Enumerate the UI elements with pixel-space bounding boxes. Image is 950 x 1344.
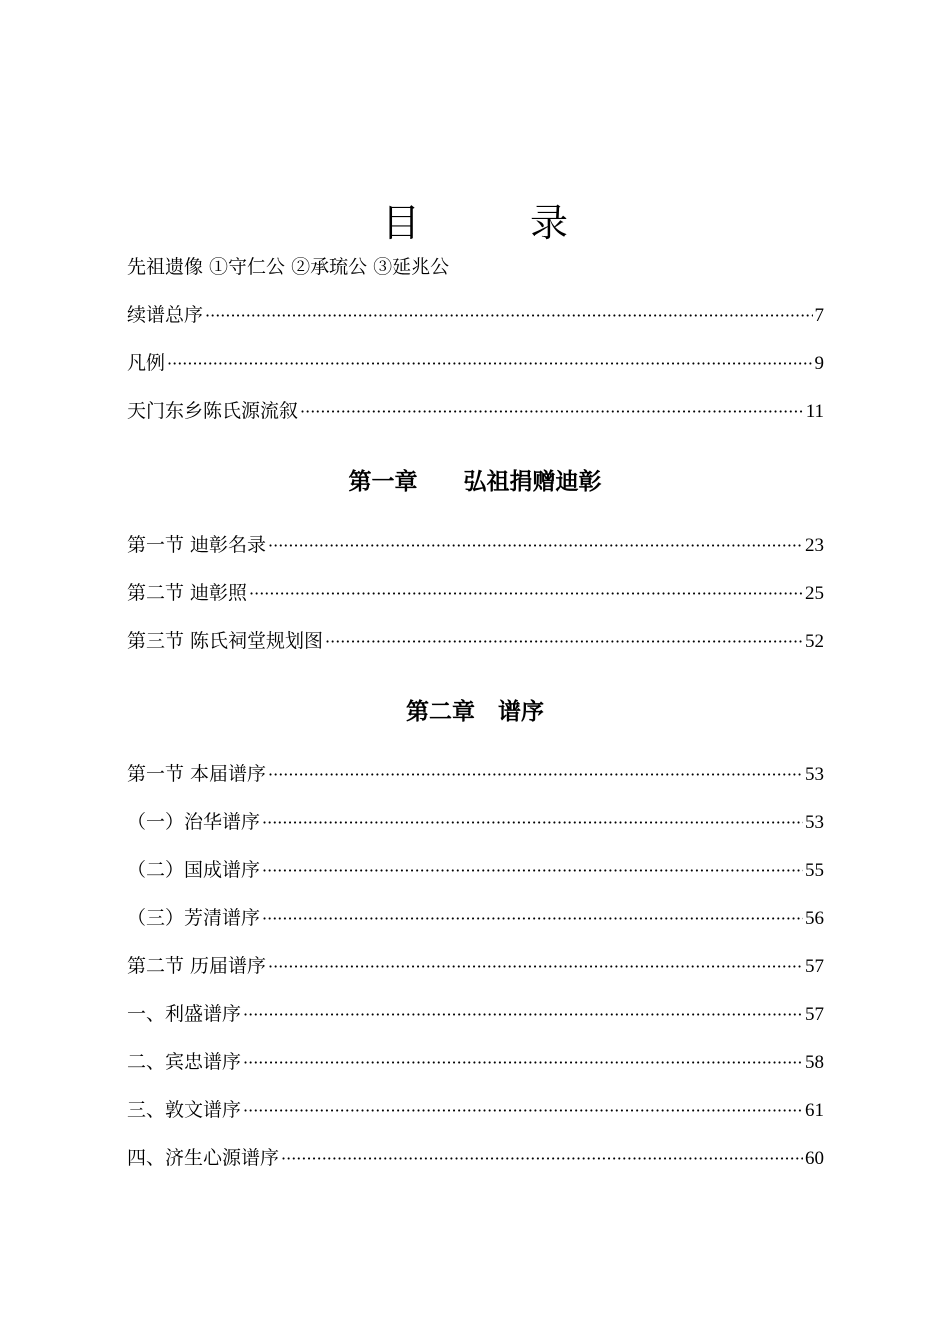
toc-entry[interactable]: [127, 807, 824, 837]
toc-entry-page: 57: [805, 956, 824, 977]
toc-entry[interactable]: [127, 855, 824, 885]
toc-entry-page: 25: [805, 583, 824, 604]
toc-entry-label: 续谱总序: [127, 304, 204, 326]
toc-entry[interactable]: [127, 348, 824, 378]
toc-entry-page: 61: [805, 1100, 824, 1121]
intro-text: 先祖遗像 ①守仁公 ②承琉公 ③延兆公: [127, 256, 450, 278]
toc-entry-label: 第一节 迪彰名录: [127, 534, 267, 556]
toc-entry-page: 23: [805, 535, 824, 556]
toc-entry-label: 第二节 迪彰照: [127, 582, 248, 604]
dot-leader: [243, 1096, 803, 1126]
toc-entry-page: 52: [805, 631, 824, 652]
dot-leader: [268, 531, 803, 561]
toc-entry[interactable]: [127, 396, 824, 426]
toc-entry-page: 60: [805, 1148, 824, 1169]
page-title: 目 录: [381, 201, 604, 245]
toc-entry[interactable]: [127, 300, 824, 330]
toc-entry[interactable]: [127, 530, 824, 560]
toc-entry[interactable]: [127, 759, 824, 789]
dot-leader: [262, 856, 803, 886]
chapter-heading: 第一章 弘祖捐赠迪彰: [348, 469, 602, 495]
dot-leader: [243, 1048, 803, 1078]
toc-entry-label: 二、宾忠谱序: [127, 1051, 242, 1073]
dot-leader: [268, 760, 803, 790]
toc-entry[interactable]: [127, 999, 824, 1029]
toc-entry-label: （二）国成谱序: [127, 859, 261, 881]
toc-entry[interactable]: [127, 626, 824, 656]
toc-entry-page: 58: [805, 1052, 824, 1073]
toc-entry-page: 53: [805, 812, 824, 833]
toc-entry[interactable]: [127, 1143, 824, 1173]
intro-line: [127, 252, 824, 282]
toc-entry-page: 53: [805, 764, 824, 785]
toc-entry-label: 第二节 历届谱序: [127, 955, 267, 977]
dot-leader: [249, 579, 803, 609]
toc-entry[interactable]: [127, 1047, 824, 1077]
toc-entry[interactable]: [127, 578, 824, 608]
toc-entry[interactable]: [127, 1095, 824, 1125]
dot-leader: [262, 904, 803, 934]
dot-leader: [205, 301, 812, 331]
toc-entry-page: 11: [805, 401, 824, 422]
dot-leader: [167, 349, 812, 379]
toc-entry-label: （三）芳清谱序: [127, 907, 261, 929]
toc-entry-label: 三、敦文谱序: [127, 1099, 242, 1121]
toc-entry-label: 第一节 本届谱序: [127, 763, 267, 785]
dot-leader: [243, 1000, 803, 1030]
toc-entry-page: 55: [805, 860, 824, 881]
chapter-heading: 第二章 谱序: [406, 699, 544, 725]
dot-leader: [300, 397, 804, 427]
toc-entry-label: 四、济生心源谱序: [127, 1147, 280, 1169]
toc-entry-page: 56: [805, 908, 824, 929]
toc-entry-label: 天门东乡陈氏源流叙: [127, 400, 299, 422]
toc-entry-label: 凡例: [127, 352, 166, 374]
toc-entry-page: 57: [805, 1004, 824, 1025]
dot-leader: [268, 952, 803, 982]
toc-entry-label: 一、利盛谱序: [127, 1003, 242, 1025]
dot-leader: [262, 808, 803, 838]
toc-entry-label: 第三节 陈氏祠堂规划图: [127, 630, 324, 652]
toc-entry-page: 9: [814, 353, 824, 374]
dot-leader: [281, 1144, 803, 1174]
toc-entry-page: 7: [814, 305, 824, 326]
toc-entry[interactable]: [127, 951, 824, 981]
toc-entry[interactable]: [127, 903, 824, 933]
toc-entry-label: （一）治华谱序: [127, 811, 261, 833]
dot-leader: [325, 627, 803, 657]
